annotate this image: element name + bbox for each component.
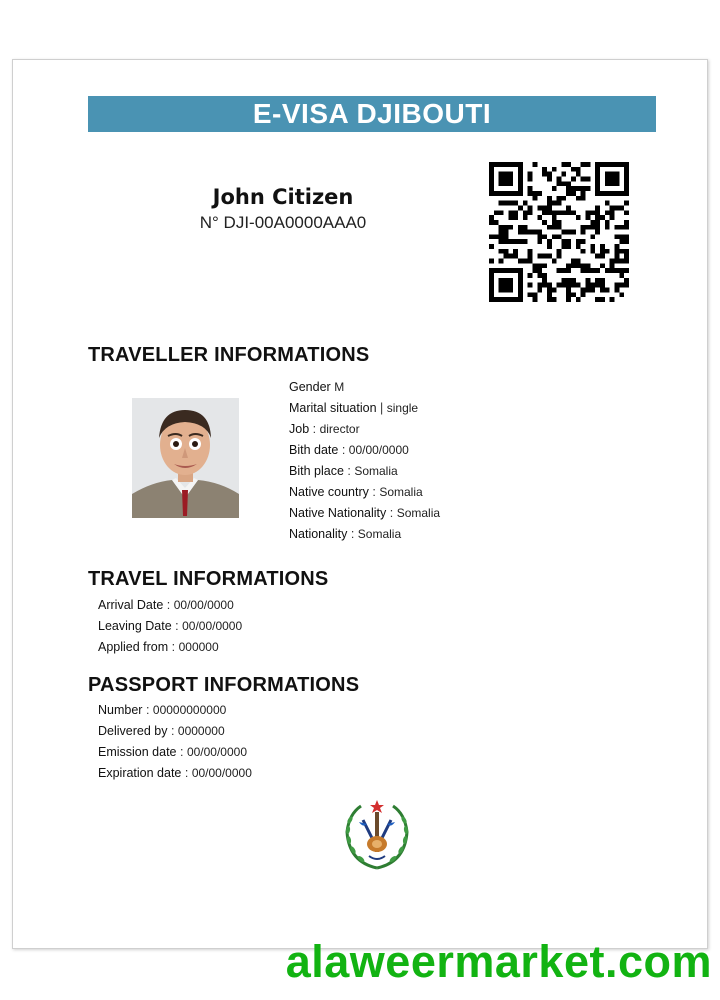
field-label: Bith date — [289, 443, 339, 457]
field-label: Delivered by — [98, 724, 168, 738]
field-label: Arrival Date — [98, 598, 164, 612]
field-label: Native country — [289, 485, 369, 499]
travel-field — [98, 598, 234, 612]
field-label: Number — [98, 703, 143, 717]
djibouti-emblem-icon — [341, 798, 413, 874]
field-separator: : — [347, 527, 358, 541]
field-label: Nationality — [289, 527, 348, 541]
field-separator: : — [368, 485, 380, 499]
field-separator: : — [142, 703, 153, 717]
field-label: Gender — [289, 380, 331, 394]
field-value: director — [319, 422, 360, 436]
field-separator: : — [167, 724, 178, 738]
field-value: 00/00/0000 — [173, 598, 234, 612]
field-value: 00/00/0000 — [348, 443, 409, 457]
traveller-field — [289, 401, 418, 415]
passport-field — [98, 703, 226, 717]
field-separator: : — [176, 745, 187, 759]
portrait-photo — [132, 398, 239, 518]
field-separator: : — [386, 506, 397, 520]
traveller-field — [289, 527, 401, 541]
field-separator: : — [343, 464, 355, 478]
field-separator: : — [181, 766, 192, 780]
field-value: 00/00/0000 — [186, 745, 247, 759]
field-separator: : — [168, 640, 179, 654]
passport-field — [98, 724, 225, 738]
field-label: Job — [289, 422, 310, 436]
traveller-field — [289, 380, 344, 394]
field-value: 00/00/0000 — [191, 766, 252, 780]
field-label: Expiration date — [98, 766, 182, 780]
visa-document — [12, 59, 708, 949]
field-value: 0000000 — [177, 724, 225, 738]
field-value: Somalia — [379, 485, 423, 499]
field-separator: : — [309, 422, 320, 436]
field-value: single — [386, 401, 419, 415]
field-separator: : — [171, 619, 183, 633]
traveller-field — [289, 506, 440, 520]
field-label: Applied from — [98, 640, 169, 654]
watermark-text: alaweermarket.com — [285, 936, 712, 987]
field-value: M — [334, 380, 345, 394]
field-label: Bith place — [289, 464, 344, 478]
field-label: Emission date — [98, 745, 177, 759]
traveller-field — [289, 422, 360, 436]
qr-code-icon — [489, 162, 629, 302]
field-value: Somalia — [357, 527, 402, 541]
visa-title-banner: E-VISA DJIBOUTI — [88, 96, 656, 132]
field-separator: | — [376, 401, 387, 415]
field-label: Marital situation — [289, 401, 377, 415]
travel-section-title: TRAVEL INFORMATIONS — [88, 568, 329, 590]
traveller-field — [289, 464, 398, 478]
travel-field — [98, 619, 242, 633]
field-label: Native Nationality — [289, 506, 387, 520]
field-value: 000000 — [178, 640, 219, 654]
field-value: 00/00/0000 — [182, 619, 243, 633]
field-value: 00000000000 — [152, 703, 227, 717]
passport-field — [98, 766, 252, 780]
field-separator: : — [163, 598, 174, 612]
field-value: Somalia — [354, 464, 398, 478]
traveller-field — [289, 443, 409, 457]
traveller-field — [289, 485, 423, 499]
holder-name: John Citizen — [212, 185, 354, 209]
field-separator: : — [338, 443, 349, 457]
passport-section-title: PASSPORT INFORMATIONS — [88, 674, 360, 696]
traveller-section-title: TRAVELLER INFORMATIONS — [88, 344, 370, 366]
passport-field — [98, 745, 247, 759]
travel-field — [98, 640, 219, 654]
visa-number: N° DJI-00A0000AAA0 — [199, 213, 367, 232]
field-value: Somalia — [396, 506, 441, 520]
field-label: Leaving Date — [98, 619, 172, 633]
